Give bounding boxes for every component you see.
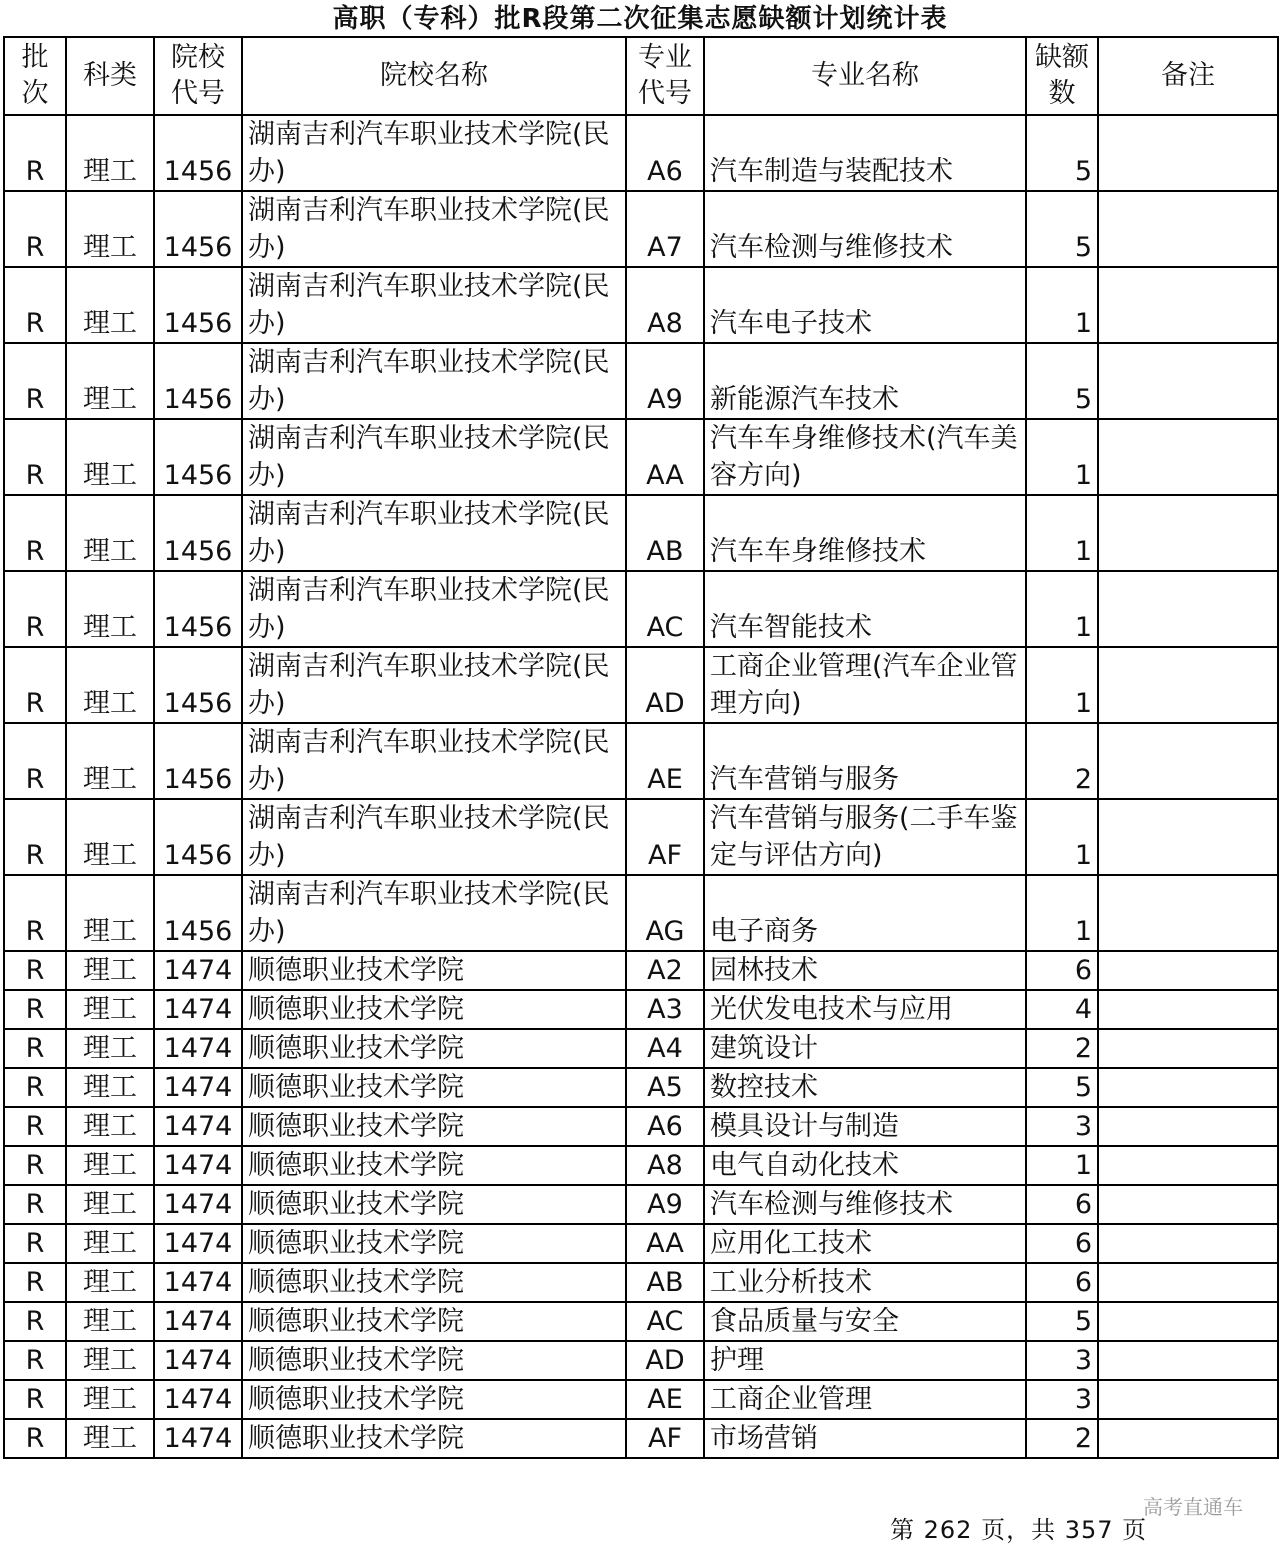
cell-major-name: 市场营销 [704, 1419, 1026, 1458]
cell-category: 理工 [66, 1185, 154, 1224]
cell-category: 理工 [66, 419, 154, 495]
cell-batch: R [4, 191, 66, 267]
cell-school-code: 1456 [154, 419, 242, 495]
cell-batch: R [4, 1029, 66, 1068]
cell-vacancy: 1 [1026, 495, 1098, 571]
cell-school-name: 顺德职业技术学院 [242, 1029, 626, 1068]
cell-category: 理工 [66, 723, 154, 799]
cell-school-code: 1456 [154, 343, 242, 419]
cell-batch: R [4, 1185, 66, 1224]
cell-major-name: 汽车电子技术 [704, 267, 1026, 343]
cell-remark [1098, 1146, 1278, 1185]
cell-batch: R [4, 990, 66, 1029]
cell-category: 理工 [66, 1029, 154, 1068]
cell-school-name: 顺德职业技术学院 [242, 1341, 626, 1380]
cell-major-name: 园林技术 [704, 951, 1026, 990]
cell-batch: R [4, 343, 66, 419]
cell-major-code: AF [626, 1419, 704, 1458]
table-row [4, 647, 1278, 723]
cell-vacancy: 6 [1026, 1185, 1098, 1224]
cell-category: 理工 [66, 990, 154, 1029]
cell-vacancy: 1 [1026, 1146, 1098, 1185]
cell-remark [1098, 1029, 1278, 1068]
cell-vacancy: 3 [1026, 1107, 1098, 1146]
cell-major-code: AG [626, 875, 704, 951]
cell-major-name: 模具设计与制造 [704, 1107, 1026, 1146]
cell-category: 理工 [66, 647, 154, 723]
cell-school-code: 1456 [154, 647, 242, 723]
table-row [4, 191, 1278, 267]
cell-major-code: A8 [626, 1146, 704, 1185]
cell-major-name: 护理 [704, 1341, 1026, 1380]
header-batch-line2: 次 [21, 78, 49, 109]
cell-category: 理工 [66, 1263, 154, 1302]
cell-major-name: 工商企业管理 [704, 1380, 1026, 1419]
cell-vacancy: 5 [1026, 115, 1098, 191]
cell-remark [1098, 1419, 1278, 1458]
cell-major-name: 应用化工技术 [704, 1224, 1026, 1263]
table-row [4, 1068, 1278, 1107]
cell-category: 理工 [66, 799, 154, 875]
cell-school-name: 顺德职业技术学院 [242, 1263, 626, 1302]
cell-vacancy: 1 [1026, 647, 1098, 723]
cell-category: 理工 [66, 1341, 154, 1380]
table-row [4, 1341, 1278, 1380]
cell-school-name: 湖南吉利汽车职业技术学院(民办) [242, 647, 626, 723]
page-title: 高职（专科）批R段第二次征集志愿缺额计划统计表 [332, 4, 948, 34]
cell-major-name: 新能源汽车技术 [704, 343, 1026, 419]
cell-school-code: 1456 [154, 191, 242, 267]
cell-vacancy: 2 [1026, 723, 1098, 799]
cell-major-name: 汽车车身维修技术 [704, 495, 1026, 571]
cell-batch: R [4, 1341, 66, 1380]
table-row [4, 1380, 1278, 1419]
table-body [4, 115, 1278, 1458]
cell-major-code: AB [626, 1263, 704, 1302]
table-row [4, 990, 1278, 1029]
cell-major-code: AA [626, 1224, 704, 1263]
table-row [4, 1419, 1278, 1458]
cell-major-code: AD [626, 647, 704, 723]
cell-school-name: 顺德职业技术学院 [242, 1068, 626, 1107]
watermark: 高考直通车 [1143, 1495, 1243, 1519]
cell-batch: R [4, 723, 66, 799]
header-category: 科类 [66, 37, 154, 115]
cell-school-code: 1456 [154, 723, 242, 799]
cell-school-name: 湖南吉利汽车职业技术学院(民办) [242, 571, 626, 647]
cell-major-code: A3 [626, 990, 704, 1029]
cell-school-code: 1474 [154, 951, 242, 990]
table-row [4, 1185, 1278, 1224]
cell-batch: R [4, 647, 66, 723]
cell-school-name: 顺德职业技术学院 [242, 1224, 626, 1263]
cell-batch: R [4, 875, 66, 951]
cell-batch: R [4, 267, 66, 343]
cell-school-code: 1456 [154, 571, 242, 647]
cell-vacancy: 1 [1026, 267, 1098, 343]
cell-category: 理工 [66, 951, 154, 990]
cell-batch: R [4, 571, 66, 647]
cell-category: 理工 [66, 343, 154, 419]
cell-remark [1098, 951, 1278, 990]
cell-major-name: 工商企业管理(汽车企业管理方向) [704, 647, 1026, 723]
table-row [4, 1302, 1278, 1341]
header-major-code-line1: 专业 [638, 42, 692, 73]
cell-school-code: 1474 [154, 1185, 242, 1224]
cell-school-name: 顺德职业技术学院 [242, 990, 626, 1029]
cell-remark [1098, 115, 1278, 191]
cell-school-name: 湖南吉利汽车职业技术学院(民办) [242, 343, 626, 419]
cell-batch: R [4, 1380, 66, 1419]
cell-major-code: A6 [626, 1107, 704, 1146]
cell-batch: R [4, 115, 66, 191]
cell-vacancy: 1 [1026, 875, 1098, 951]
table-row [4, 115, 1278, 191]
cell-school-code: 1474 [154, 1380, 242, 1419]
cell-vacancy: 5 [1026, 191, 1098, 267]
cell-major-code: AC [626, 1302, 704, 1341]
cell-major-code: AC [626, 571, 704, 647]
cell-remark [1098, 1068, 1278, 1107]
table-header-row [4, 37, 1278, 115]
header-major-code-line2: 代号 [638, 78, 692, 109]
cell-major-code: A2 [626, 951, 704, 990]
header-vacancy-line2: 数 [1048, 78, 1076, 109]
cell-major-name: 建筑设计 [704, 1029, 1026, 1068]
cell-major-code: A9 [626, 1185, 704, 1224]
cell-remark [1098, 990, 1278, 1029]
cell-school-code: 1456 [154, 799, 242, 875]
cell-vacancy: 5 [1026, 343, 1098, 419]
cell-category: 理工 [66, 1224, 154, 1263]
cell-major-name: 电子商务 [704, 875, 1026, 951]
cell-school-code: 1474 [154, 990, 242, 1029]
cell-school-name: 顺德职业技术学院 [242, 1107, 626, 1146]
header-batch [4, 37, 66, 115]
cell-batch: R [4, 1068, 66, 1107]
header-vacancy [1026, 37, 1098, 115]
cell-category: 理工 [66, 1380, 154, 1419]
cell-school-code: 1474 [154, 1263, 242, 1302]
cell-major-name: 食品质量与安全 [704, 1302, 1026, 1341]
header-major-code [626, 37, 704, 115]
cell-category: 理工 [66, 571, 154, 647]
table-row [4, 1146, 1278, 1185]
cell-batch: R [4, 1224, 66, 1263]
page-footer: 第 262 页，共 357 页 [890, 1516, 1148, 1544]
cell-major-name: 光伏发电技术与应用 [704, 990, 1026, 1029]
cell-school-code: 1474 [154, 1341, 242, 1380]
cell-school-code: 1474 [154, 1419, 242, 1458]
cell-vacancy: 6 [1026, 1224, 1098, 1263]
cell-vacancy: 5 [1026, 1068, 1098, 1107]
cell-category: 理工 [66, 267, 154, 343]
table-row [4, 723, 1278, 799]
cell-school-code: 1456 [154, 267, 242, 343]
header-batch-line1: 批 [21, 42, 49, 73]
cell-remark [1098, 1341, 1278, 1380]
cell-remark [1098, 875, 1278, 951]
cell-major-name: 电气自动化技术 [704, 1146, 1026, 1185]
header-school-name: 院校名称 [242, 37, 626, 115]
cell-category: 理工 [66, 115, 154, 191]
header-school-code [154, 37, 242, 115]
cell-major-code: AE [626, 1380, 704, 1419]
cell-school-name: 顺德职业技术学院 [242, 1419, 626, 1458]
table-row [4, 495, 1278, 571]
cell-major-code: A7 [626, 191, 704, 267]
cell-vacancy: 5 [1026, 1302, 1098, 1341]
cell-category: 理工 [66, 495, 154, 571]
cell-school-name: 湖南吉利汽车职业技术学院(民办) [242, 799, 626, 875]
cell-school-code: 1474 [154, 1107, 242, 1146]
cell-school-name: 湖南吉利汽车职业技术学院(民办) [242, 495, 626, 571]
cell-school-code: 1474 [154, 1224, 242, 1263]
cell-major-name: 汽车营销与服务(二手车鉴定与评估方向) [704, 799, 1026, 875]
cell-vacancy: 6 [1026, 951, 1098, 990]
cell-major-code: A5 [626, 1068, 704, 1107]
cell-major-code: A9 [626, 343, 704, 419]
table-row [4, 419, 1278, 495]
cell-batch: R [4, 1107, 66, 1146]
cell-vacancy: 3 [1026, 1341, 1098, 1380]
cell-school-code: 1456 [154, 495, 242, 571]
cell-batch: R [4, 1263, 66, 1302]
cell-vacancy: 1 [1026, 419, 1098, 495]
cell-vacancy: 2 [1026, 1419, 1098, 1458]
vacancy-table [3, 36, 1279, 1459]
cell-school-name: 湖南吉利汽车职业技术学院(民办) [242, 419, 626, 495]
cell-school-code: 1474 [154, 1068, 242, 1107]
cell-school-name: 顺德职业技术学院 [242, 1302, 626, 1341]
cell-remark [1098, 1302, 1278, 1341]
cell-major-code: AD [626, 1341, 704, 1380]
cell-major-code: AA [626, 419, 704, 495]
cell-major-code: AB [626, 495, 704, 571]
cell-major-name: 汽车检测与维修技术 [704, 1185, 1026, 1224]
cell-remark [1098, 1224, 1278, 1263]
table-row [4, 1263, 1278, 1302]
cell-batch: R [4, 951, 66, 990]
table-row [4, 1107, 1278, 1146]
cell-category: 理工 [66, 191, 154, 267]
cell-remark [1098, 723, 1278, 799]
table-row [4, 267, 1278, 343]
cell-major-code: AF [626, 799, 704, 875]
cell-batch: R [4, 1146, 66, 1185]
cell-remark [1098, 799, 1278, 875]
cell-major-code: A4 [626, 1029, 704, 1068]
cell-category: 理工 [66, 875, 154, 951]
cell-category: 理工 [66, 1107, 154, 1146]
cell-school-name: 湖南吉利汽车职业技术学院(民办) [242, 875, 626, 951]
cell-remark [1098, 571, 1278, 647]
cell-major-code: A6 [626, 115, 704, 191]
cell-school-code: 1474 [154, 1146, 242, 1185]
table-row [4, 875, 1278, 951]
table-row [4, 343, 1278, 419]
cell-remark [1098, 1380, 1278, 1419]
cell-school-name: 顺德职业技术学院 [242, 1380, 626, 1419]
cell-school-code: 1456 [154, 875, 242, 951]
cell-school-code: 1474 [154, 1302, 242, 1341]
table-row [4, 1029, 1278, 1068]
cell-major-code: A8 [626, 267, 704, 343]
cell-remark [1098, 267, 1278, 343]
cell-major-name: 汽车检测与维修技术 [704, 191, 1026, 267]
cell-school-name: 顺德职业技术学院 [242, 1146, 626, 1185]
cell-vacancy: 2 [1026, 1029, 1098, 1068]
cell-remark [1098, 419, 1278, 495]
cell-major-name: 汽车制造与装配技术 [704, 115, 1026, 191]
cell-vacancy: 1 [1026, 799, 1098, 875]
cell-batch: R [4, 1419, 66, 1458]
cell-remark [1098, 343, 1278, 419]
cell-remark [1098, 647, 1278, 723]
cell-vacancy: 1 [1026, 571, 1098, 647]
cell-vacancy: 6 [1026, 1263, 1098, 1302]
header-vacancy-line1: 缺额 [1035, 42, 1089, 73]
cell-batch: R [4, 419, 66, 495]
cell-school-name: 湖南吉利汽车职业技术学院(民办) [242, 191, 626, 267]
cell-category: 理工 [66, 1419, 154, 1458]
cell-remark [1098, 191, 1278, 267]
cell-school-code: 1456 [154, 115, 242, 191]
cell-school-code: 1474 [154, 1029, 242, 1068]
table-row [4, 1224, 1278, 1263]
cell-major-code: AE [626, 723, 704, 799]
header-remark: 备注 [1098, 37, 1278, 115]
cell-major-name: 汽车智能技术 [704, 571, 1026, 647]
cell-school-name: 湖南吉利汽车职业技术学院(民办) [242, 723, 626, 799]
header-school-code-line1: 院校 [171, 42, 225, 73]
cell-vacancy: 4 [1026, 990, 1098, 1029]
cell-school-name: 顺德职业技术学院 [242, 951, 626, 990]
cell-category: 理工 [66, 1146, 154, 1185]
table-row [4, 571, 1278, 647]
cell-remark [1098, 1107, 1278, 1146]
cell-batch: R [4, 1302, 66, 1341]
header-school-code-line2: 代号 [171, 78, 225, 109]
header-major-name: 专业名称 [704, 37, 1026, 115]
cell-category: 理工 [66, 1068, 154, 1107]
cell-batch: R [4, 799, 66, 875]
cell-remark [1098, 1263, 1278, 1302]
cell-category: 理工 [66, 1302, 154, 1341]
cell-batch: R [4, 495, 66, 571]
cell-major-name: 数控技术 [704, 1068, 1026, 1107]
cell-major-name: 汽车车身维修技术(汽车美容方向) [704, 419, 1026, 495]
cell-major-name: 汽车营销与服务 [704, 723, 1026, 799]
cell-remark [1098, 1185, 1278, 1224]
table-row [4, 799, 1278, 875]
cell-major-name: 工业分析技术 [704, 1263, 1026, 1302]
cell-school-name: 湖南吉利汽车职业技术学院(民办) [242, 267, 626, 343]
cell-vacancy: 3 [1026, 1380, 1098, 1419]
cell-school-name: 顺德职业技术学院 [242, 1185, 626, 1224]
table-row [4, 951, 1278, 990]
cell-school-name: 湖南吉利汽车职业技术学院(民办) [242, 115, 626, 191]
cell-remark [1098, 495, 1278, 571]
